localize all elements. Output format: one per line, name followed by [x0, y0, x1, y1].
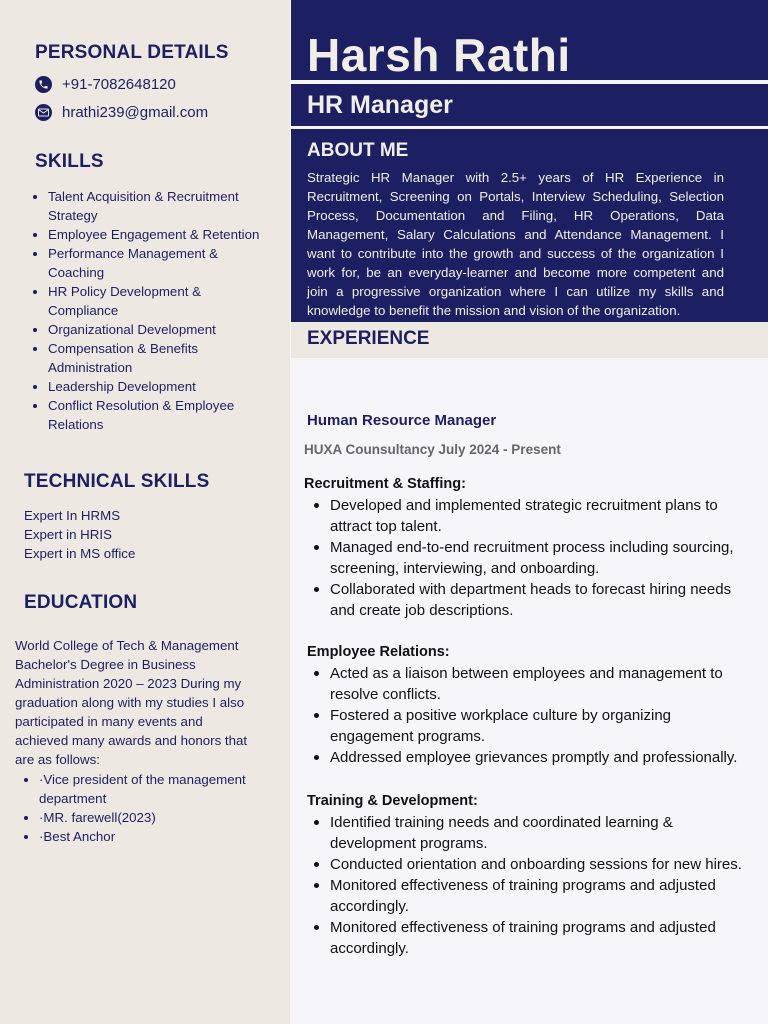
list-item: Managed end-to-end recruitment process including sourcing, screening, interviewing, and onboarding.: [312, 537, 757, 579]
skill-item: Compensation & Benefits Administration: [30, 339, 265, 377]
technical-skills-heading: TECHNICAL SKILLS: [24, 471, 210, 492]
skill-item: Conflict Resolution & Employee Relations: [30, 396, 265, 434]
award-item: ·Vice president of the management department: [15, 770, 255, 808]
skill-item: Employee Engagement & Retention: [30, 225, 265, 244]
phone-text[interactable]: +91-7082648120: [62, 76, 176, 93]
list-item: Conducted orientation and onboarding sessions for new hires.: [312, 854, 757, 875]
skill-item: Talent Acquisition & Recruitment Strategy: [30, 187, 265, 225]
responsibility-list: [312, 663, 757, 768]
award-item: ·Best Anchor: [15, 827, 255, 846]
list-item: Collaborated with department heads to forecast hiring needs and create job descriptions.: [312, 579, 757, 621]
experience-heading: EXPERIENCE: [307, 328, 430, 349]
technical-skill-item: Expert in MS office: [24, 546, 136, 561]
phone-row: [35, 76, 176, 93]
award-item: ·MR. farewell(2023): [15, 808, 255, 827]
list-item: Identified training needs and coordinated learning & development programs.: [312, 812, 757, 854]
mail-icon: [35, 104, 52, 121]
list-item: Acted as a liaison between employees and management to resolve conflicts.: [312, 663, 757, 705]
email-text[interactable]: hrathi239@gmail.com: [62, 104, 209, 121]
job-title: HR Manager: [307, 91, 453, 119]
skills-list: [30, 187, 265, 434]
role-title: Human Resource Manager: [307, 412, 497, 429]
phone-icon: [35, 76, 52, 93]
responsibility-list: [312, 812, 757, 959]
personal-details-heading: PERSONAL DETAILS: [35, 42, 229, 63]
technical-skill-item: Expert in HRIS: [24, 527, 112, 542]
candidate-name: Harsh Rathi: [307, 29, 571, 81]
list-item: Monitored effectiveness of training programs and adjusted accordingly.: [312, 917, 757, 959]
skill-item: HR Policy Development & Compliance: [30, 282, 265, 320]
about-text: Strategic HR Manager with 2.5+ years of HR Experience in Recruitment, Screening on Portals, Interview Scheduling, Selection Process, Documentation and Filing, HR Operations, Data Management, Salary Calculations and Attendance Management. I want to contribute into the growth and success of the organization I work for, be an everyday-learner and become more competent and join a progressive organization where I can utilize my skills and knowledge to benefit the mission and vision of the organization.: [307, 170, 724, 318]
list-item: Monitored effectiveness of training programs and adjusted accordingly.: [312, 875, 757, 917]
technical-skills-list: [24, 506, 135, 563]
education-heading: EDUCATION: [24, 592, 138, 613]
skills-heading: SKILLS: [35, 151, 104, 172]
about-heading: ABOUT ME: [307, 140, 409, 161]
technical-skill-item: Expert In HRMS: [24, 508, 121, 523]
list-item: Addressed employee grievances promptly and professionally.: [312, 747, 757, 768]
section-title: Recruitment & Staffing:: [304, 476, 466, 492]
education-awards-list: [15, 770, 255, 846]
skill-item: Organizational Development: [30, 320, 265, 339]
section-title: Training & Development:: [307, 793, 478, 809]
section-title: Employee Relations:: [307, 644, 450, 660]
list-item: Fostered a positive workplace culture by organizing engagement programs.: [312, 705, 757, 747]
education-text: World College of Tech & Management Bachelor's Degree in Business Administration 2020 – 2023 During my graduation along with my studies I also participated in many events and achieved many awards and honors that are as follows:: [15, 638, 248, 767]
skill-item: Leadership Development: [30, 377, 265, 396]
email-row: [35, 104, 208, 121]
skill-item: Performance Management & Coaching: [30, 244, 265, 282]
company-dates: HUXA Counsultancy July 2024 - Present: [304, 442, 561, 457]
responsibility-list: [312, 495, 757, 621]
list-item: Developed and implemented strategic recruitment plans to attract top talent.: [312, 495, 757, 537]
